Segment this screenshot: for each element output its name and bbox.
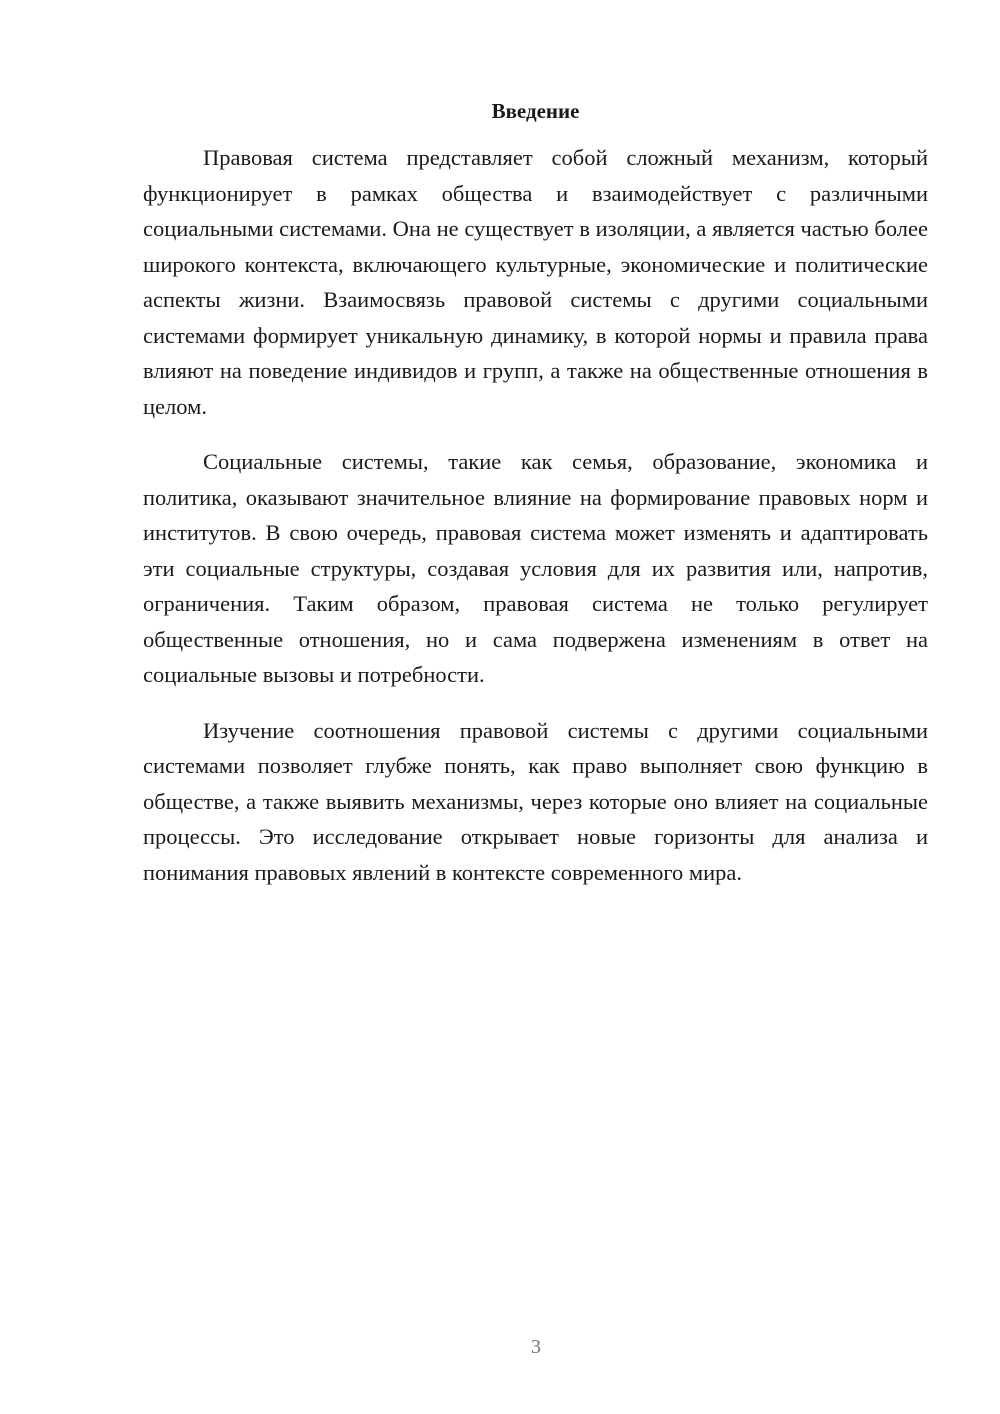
- paragraph-1: Правовая система представляет собой сложный механизм, который функционирует в рамках общества и взаимодействует с различными социальными системами. Она не существует в изоляции, а является частью более широкого контекста, включающего культурные, экономические и политические аспекты жизни. Взаимосвязь правовой системы с другими социальными системами формирует уникальную динамику, в которой нормы и правила права влияют на поведение индивидов и групп, а также на общественные отношения в целом.: [143, 145, 928, 419]
- page-number: 3: [531, 1336, 541, 1358]
- page-content: [143, 96, 928, 910]
- section-heading: Введение: [491, 99, 580, 123]
- paragraph-2: Социальные системы, такие как семья, образование, экономика и политика, оказывают значительное влияние на формирование правовых норм и институтов. В свою очередь, правовая система может изменять и адаптировать эти социальные структуры, создавая условия для их развития или, напротив, ограничения. Таким образом, правовая система не только регулирует общественные отношения, но и сама подвержена изменениям в ответ на социальные вызовы и потребности.: [143, 449, 928, 687]
- paragraph-3: Изучение соотношения правовой системы с другими социальными системами позволяет глубже понять, как право выполняет свою функцию в обществе, а также выявить механизмы, через которые оно влияет на социальные процессы. Это исследование открывает новые горизонты для анализа и понимания правовых явлений в контексте современного мира.: [143, 717, 928, 885]
